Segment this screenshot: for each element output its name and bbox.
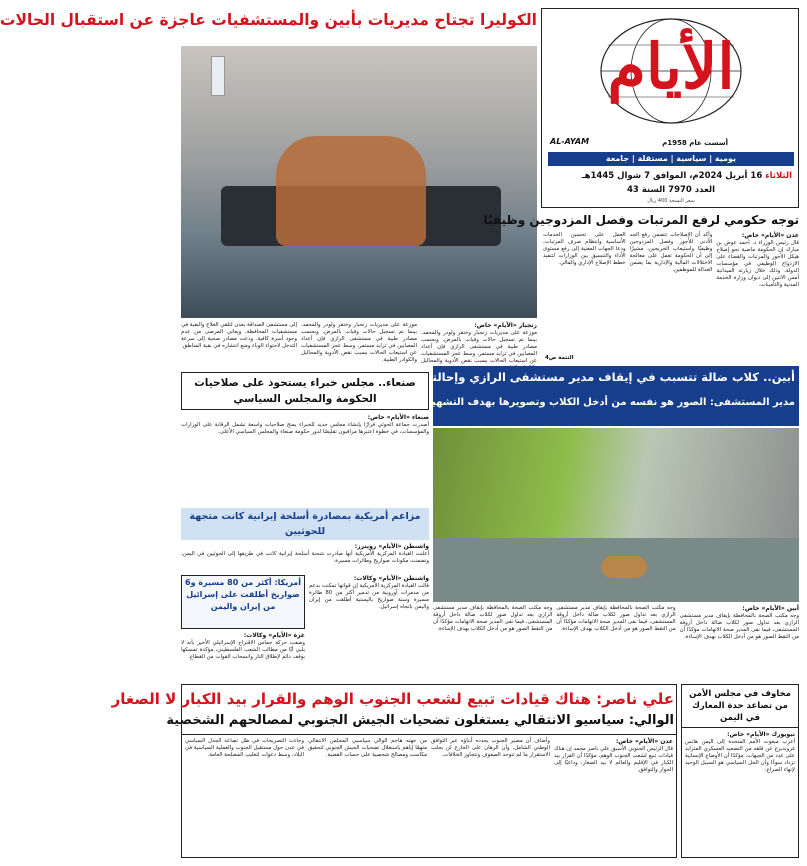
main-columns: [182, 735, 676, 851]
iran-text: [309, 575, 429, 677]
date-line: [546, 169, 792, 183]
sanaa-body: أصدرت جماعة الحوثي قرارًا بإنشاء مجلس جديد للخبراء يمنح صلاحيات واسعة تشمل الرقابة على الوزارات والمؤسسات، في خطوة اعتبرها مراقبون تقليصًا لدور حكومة صنعاء والمجلس السياسي الأعلى.: [181, 422, 429, 435]
cholera-text: [181, 322, 537, 368]
dog-reporter: أبين «الأيام» خاص:: [742, 605, 799, 612]
date-label: 16 أبريل 2024م، الموافق 7 شوال 1445هـ: [581, 171, 763, 181]
iv-drip: [211, 56, 225, 96]
us-reporter: واشنطن «الأيام» رويترز:: [354, 543, 429, 550]
price-label: سعر النسخة 400 ريال: [647, 198, 695, 204]
main-col-2: وأضاف أن مصير الجنوب يحدده أبناؤه عبر التوافق الوطني الشامل، وأن الرهان على الخارج لن يجلب الاستقرار ما لم تتوحد الصفوف وتتجاوز الخلافات.: [431, 738, 550, 758]
cholera-col-1: [421, 322, 537, 372]
logo-wordmark: الأيام: [607, 30, 735, 103]
gov-col-2: وأكد أن الإصلاحات تتضمن رفع الحد الأدنى للأجور وفصل المزدوجين وظيفيًا واستيعاب الخريجين، مشيرًا إلى أن الحكومة تعمل على معالجة الاختلالات المالية والإدارية بما يضمن العدالة للموظفين.: [629, 232, 713, 273]
tagline: يومية | سياسية | مستقلة | جامعة: [605, 154, 736, 163]
us-text: [181, 543, 429, 573]
dog-text: [433, 605, 799, 679]
us-headline: مزاعم أمريكية بمصادرة أسلحة إيرانية كانت متجهة للحوثيين: [189, 511, 421, 537]
security-council-body: أعرب مبعوث الأمم المتحدة إلى اليمن هانس غروندبرغ عن قلقه من التصعيد العسكري المتزايد على عدد من الجبهات، مؤكدًا أن الأوضاع الإنسانية تزداد سوءًا وأن الحل السياسي هو السبيل الوحيد لإنهاء الصراع.: [685, 739, 795, 773]
cholera-body-a: موزعة على مديريات زنجبار وخنفر ولودر والمحفد، بينما تم تسجيل حالات وفيات بالمرض. وبحسب مصادر طبية في مستشفى الرازي فإن أعداد المصابين في تزايد مستمر، وسط عجز المستشفيات عن استيعاب الحالات بسبب نقص الأدوية والمحاليل: [421, 330, 537, 364]
iran-reporter: واشنطن «الأيام» وكالات:: [353, 575, 429, 582]
day-label: الثلاثاء: [765, 171, 792, 181]
dog-col-3: وجه مكتب الصحة بالمحافظة بإيقاف مدير مستشفى الرازي بعد تداول صور لكلاب ضالة داخل أروقة المستشفى، فيما نفى المدير صحة الاتهامات مؤكدًا أن من التقط الصور هو من أدخل الكلاب بهدف الإساءة.: [433, 605, 553, 632]
cholera-col-3: إلى مستشفى الصداقة بعدن لتلقي العلاج والبقية في مستشفيات المحافظة، ويعاني المرضى من عدم وجود أسرة كافية. ودعت مصادر صحية إلى سرعة التدخل لاحتواء الوباء ومنع انتشاره في بقية المناطق.: [181, 322, 297, 349]
founded-label: أسست عام 1958م: [662, 139, 728, 147]
cholera-col-2: موزعة على مديريات زنجبار وخنفر ولودر والمحفد، بينما تم تسجيل حالات وفيات بالمرض. وبحسب مصادر طبية في مستشفى الرازي فإن أعداد المصابين في تزايد مستمر، وسط عجز المستشفيات عن استيعاب الحالات بسبب نقص الأدوية والمحاليل والكوادر الطبية.: [301, 322, 417, 363]
dog-body: وجه مكتب الصحة بالمحافظة بإيقاف مدير مستشفى الرازي بعد تداول صور لكلاب ضالة داخل أروقة المستشفى، فيما نفى المدير صحة الاتهامات مؤكدًا أن من التقط الصور هو من أدخل الكلاب بهدف الإساءة.: [679, 613, 799, 640]
iran-body: قالت القيادة المركزية الأمريكية إن قواتها تمكنت بدعم من مدمرات أوروبية من تدمير أكثر من 80 طائرة مسيرة وستة صواريخ باليستية أطلقت من إيران واليمن باتجاه إسرائيل.: [309, 583, 429, 610]
dog-subhead: مدير المستشفى: الصور هو نفسه من أدخل الكلاب وتصويرها بهدف التشهير: [425, 397, 795, 408]
issue-label: العدد 7970 السنة 43: [627, 185, 715, 195]
main-headline: علي ناصر: هناك قيادات تبيع لشعب الجنوب الوهم والقرار بيد الكبار لا الصغار: [111, 690, 674, 708]
main-col-3: من جهته هاجم الوالي سياسيي المجلس الانتقالي متهمًا إياهم باستغلال تضحيات الجيش الجنوبي لتحقيق مكاسب ومصالح شخصية على حساب القضية.: [308, 738, 427, 758]
gov-col-3: العمل على تحسين الخدمات الأساسية وانتظام صرف المرتبات، ودعا الجهات المعنية إلى رفع مستوى الأداء والتنسيق بين الوزارات لتنفيذ خطط الإصلاح الإداري والمالي.: [542, 232, 626, 266]
iran-headline-box: [181, 575, 305, 629]
gov-text: [543, 232, 799, 352]
gov-col-1: [716, 232, 799, 289]
dog-figure: [601, 556, 647, 578]
security-council-headline: مخاوف في مجلس الأمن من تصاعد حدة المعارك في اليمن: [682, 685, 798, 728]
dog-col-2: وجه مكتب الصحة بالمحافظة بإيقاف مدير مستشفى الرازي بعد تداول صور لكلاب ضالة داخل أروقة المستشفى، فيما نفى المدير صحة الاتهامات مؤكدًا أن من التقط الصور هو من أدخل الكلاب بهدف الإساءة.: [556, 605, 676, 632]
main-col-1: [554, 738, 673, 848]
dog-photo: [433, 428, 799, 602]
sanaa-reporter: صنعاء «الأيام» خاص:: [367, 414, 429, 421]
security-council-box: [681, 684, 799, 858]
dog-col-1: [680, 605, 799, 641]
iran-headline: أمريكا: أكثر من 80 مسيرة و6 صواريخ أطلقت على إسرائيل من إيران واليمن: [184, 578, 301, 611]
logo-latin: AL-AYAM: [550, 137, 590, 146]
hamas-reporter: غزة «الأيام» وكالات:: [243, 632, 305, 639]
cholera-photo: [181, 46, 537, 318]
gov-body-a: قال رئيس الوزراء د. أحمد عوض بن مبارك إن الحكومة ماضية نحو إصلاح هيكل الأجور والمرتبات والقضاء على الازدواج الوظيفي في مؤسسات الدولة، وذلك خلال زيارته الميدانية أمس الاثنين إلى ديوان وزارة الخدمة المدنية والتأمينات.: [716, 240, 799, 288]
cholera-headline: الكوليرا تجتاح مديريات بأبين والمستشفيات عاجزة عن استقبال الحالات: [0, 11, 537, 29]
security-council-text: [682, 728, 798, 854]
gov-headline: توجه حكومي لرفع المرتبات وفصل المزدوجين وظيفيًا: [483, 213, 799, 227]
main-story: [111, 684, 677, 858]
masthead-logo: [548, 15, 794, 133]
cholera-reporter: زنجبار «الأيام» خاص:: [474, 322, 537, 329]
us-headline-box: [181, 508, 429, 540]
main-reporter: عدن «الأيام» خاص:: [615, 738, 673, 745]
dog-headline: أبين.. كلاب ضالة تتسبب في إيقاف مدير مستشفى الرازي وإحالته للتحقيق: [376, 370, 795, 384]
gov-reporter: عدن «الأيام» خاص:: [741, 232, 799, 239]
sanaa-text: [181, 414, 429, 502]
us-body: أعلنت القيادة المركزية الأمريكية أنها صادرت شحنة أسلحة إيرانية كانت في طريقها إلى الحوثيين في اليمن، وتضمنت مكونات صواريخ وطائرات مسيرة.: [181, 551, 429, 564]
sanaa-headline-box: [181, 372, 429, 410]
hamas-body: وصفت حركة حماس الاقتراح الإسرائيلي الأخير بأنه لا يلبي أيًا من مطالب الشعب الفلسطيني، مؤكدة تمسكها بوقف دائم لإطلاق النار وانسحاب القوات من القطاع.: [181, 640, 305, 660]
patient-figure: [276, 136, 426, 246]
hamas-text: [181, 632, 305, 678]
sanaa-headline: صنعاء.. مجلس خبراء يستحوذ على صلاحيات الحكومة والمجلس السياسي: [194, 377, 416, 405]
masthead: [541, 8, 799, 208]
main-col-4: وجاءت التصريحات في ظل تصاعد الجدل السياسي في عدن حول مستقبل الجنوب والعملية السياسية في البلاد، وسط دعوات لتغليب المصلحة العامة.: [185, 738, 304, 758]
gov-continued: التتمة ص4: [545, 355, 574, 361]
main-subhead: الوالي: سياسيو الانتقالي يستغلون تضحيات الجيش الجنوبي لمصالحهم الشخصية: [182, 710, 676, 735]
security-council-reporter: نيويورك «الأيام» خاص:: [727, 731, 795, 738]
tagline-bar: [548, 152, 794, 166]
main-body-a: قال الرئيس الجنوبي الأسبق علي ناصر محمد إن هناك قيادات تبيع لشعب الجنوب الوهم، مؤكدًا أن القرار بيد الكبار في الإقليم والعالم لا بيد الصغار، وداعيًا إلى الحوار والتوافق.: [554, 746, 673, 773]
